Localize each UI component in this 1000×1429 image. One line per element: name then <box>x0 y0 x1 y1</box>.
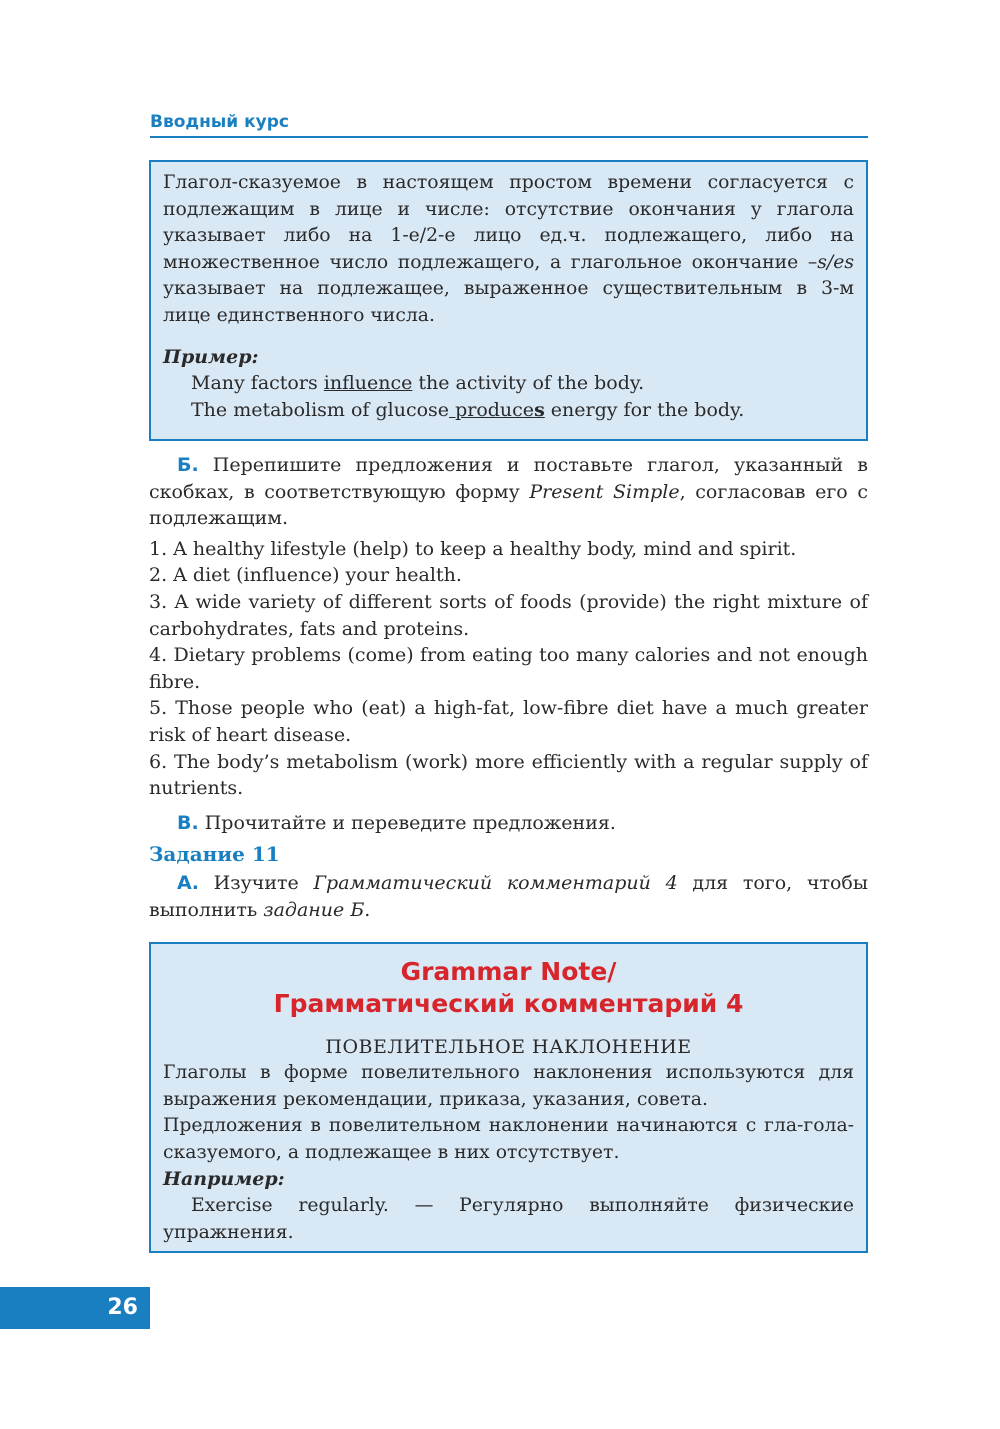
ex2-a: The metabolism of glucose <box>191 398 450 421</box>
task-11-a-instruction <box>149 870 868 923</box>
grammar-note-title <box>163 956 854 1020</box>
task-b-italic: Present Simple <box>529 480 680 503</box>
example-sentence-2 <box>163 397 854 424</box>
example-sentence-1 <box>163 370 854 397</box>
ex1-underlined: influence <box>323 372 413 395</box>
task-11-a-italic-1: Грамматический комментарий 4 <box>313 872 678 895</box>
task-v-text: Прочитайте и переведите предложения. <box>198 811 616 834</box>
example-label: Пример: <box>163 345 259 368</box>
rule-ending: s/es <box>817 251 854 273</box>
task-v-label: В. <box>177 811 199 834</box>
task-b-list <box>149 536 868 802</box>
task-11-a-text-2: для того, чтобы выполнить <box>149 872 868 921</box>
grammar-note-subtitle: ПОВЕЛИТЕЛЬНОЕ НАКЛОНЕНИЕ <box>325 1036 692 1058</box>
grammar-note-title-en: Grammar Note/ <box>400 957 617 986</box>
task-11-a-italic-2: задание Б <box>263 898 365 921</box>
ex1-b: the activity of the body. <box>412 372 645 395</box>
ex2-bold-ending: s <box>534 398 545 421</box>
ex2-b: energy for the body. <box>544 398 745 421</box>
ex2-underlined <box>449 399 545 421</box>
task-v-instruction <box>149 810 868 837</box>
grammar-note-example: Exercise regularly. — Регулярно выполняйте физические упражнения. <box>163 1194 854 1243</box>
ex1-a: Many factors <box>191 372 324 395</box>
task-11-heading: Задание 11 <box>149 842 280 867</box>
grammar-note-body-1: Глаголы в форме повелительного наклонения используются для выражения рекомендации, приказа, указания, совета. <box>163 1062 854 1110</box>
grammar-note-box <box>149 942 868 1253</box>
page-number: 26 <box>0 1287 150 1329</box>
grammar-note-body-2: Предложения в повелительном наклонении начинаются с гла-гола-сказуемого, а подлежащее в них отсутствует. <box>163 1115 854 1163</box>
list-item: 1. A healthy lifestyle (help) to keep a healthy body, mind and spirit. <box>149 537 797 560</box>
task-b-text-1: Перепишите предложения и поставьте глагол, указанный в скобках, в соответствующую форму <box>149 454 868 503</box>
rule-box <box>149 160 868 441</box>
task-b-instruction <box>149 452 868 532</box>
task-11-a-text-3: . <box>364 898 371 921</box>
task-11-a-label: А. <box>177 872 199 895</box>
task-b-label: Б. <box>177 454 199 476</box>
grammar-note-example-label: Например: <box>163 1168 285 1191</box>
list-item: 3. A wide variety of different sorts of foods (provide) the right mixture of carbohydrates, fats and proteins. <box>149 590 868 640</box>
ex2-u: produce <box>449 398 535 421</box>
rule-text <box>163 170 854 330</box>
grammar-note-title-ru: Грамматический комментарий 4 <box>273 989 744 1018</box>
task-b-section <box>149 452 868 924</box>
rule-text-end: указывает на подлежащее, выраженное существительным в 3-м лице единственного числа. <box>163 278 854 326</box>
list-item: 4. Dietary problems (come) from eating too many calories and not enough fibre. <box>149 644 868 693</box>
list-item: 2. A diet (influence) your health. <box>149 564 462 587</box>
task-b-text-2: , согласовав его с подлежащим. <box>149 480 868 530</box>
list-item: 5. Those people who (eat) a high-fat, low-fibre diet have a much greater risk of heart disease. <box>149 697 868 746</box>
rule-text-main: Глагол-сказуемое в настоящем простом времени согласуется с подлежащим в лице и числе: отсутствие окончания у глагола указывает либо на 1-е/2-е лицо ед.ч. подлежащего, либо на множественное число подлежащего, а глагольное окончание – <box>163 172 854 273</box>
running-head: Вводный курс <box>150 112 868 138</box>
task-11-a-text-1: Изучите <box>198 872 314 895</box>
list-item: 6. The body’s metabolism (work) more efficiently with a regular supply of nutrients. <box>149 750 868 800</box>
